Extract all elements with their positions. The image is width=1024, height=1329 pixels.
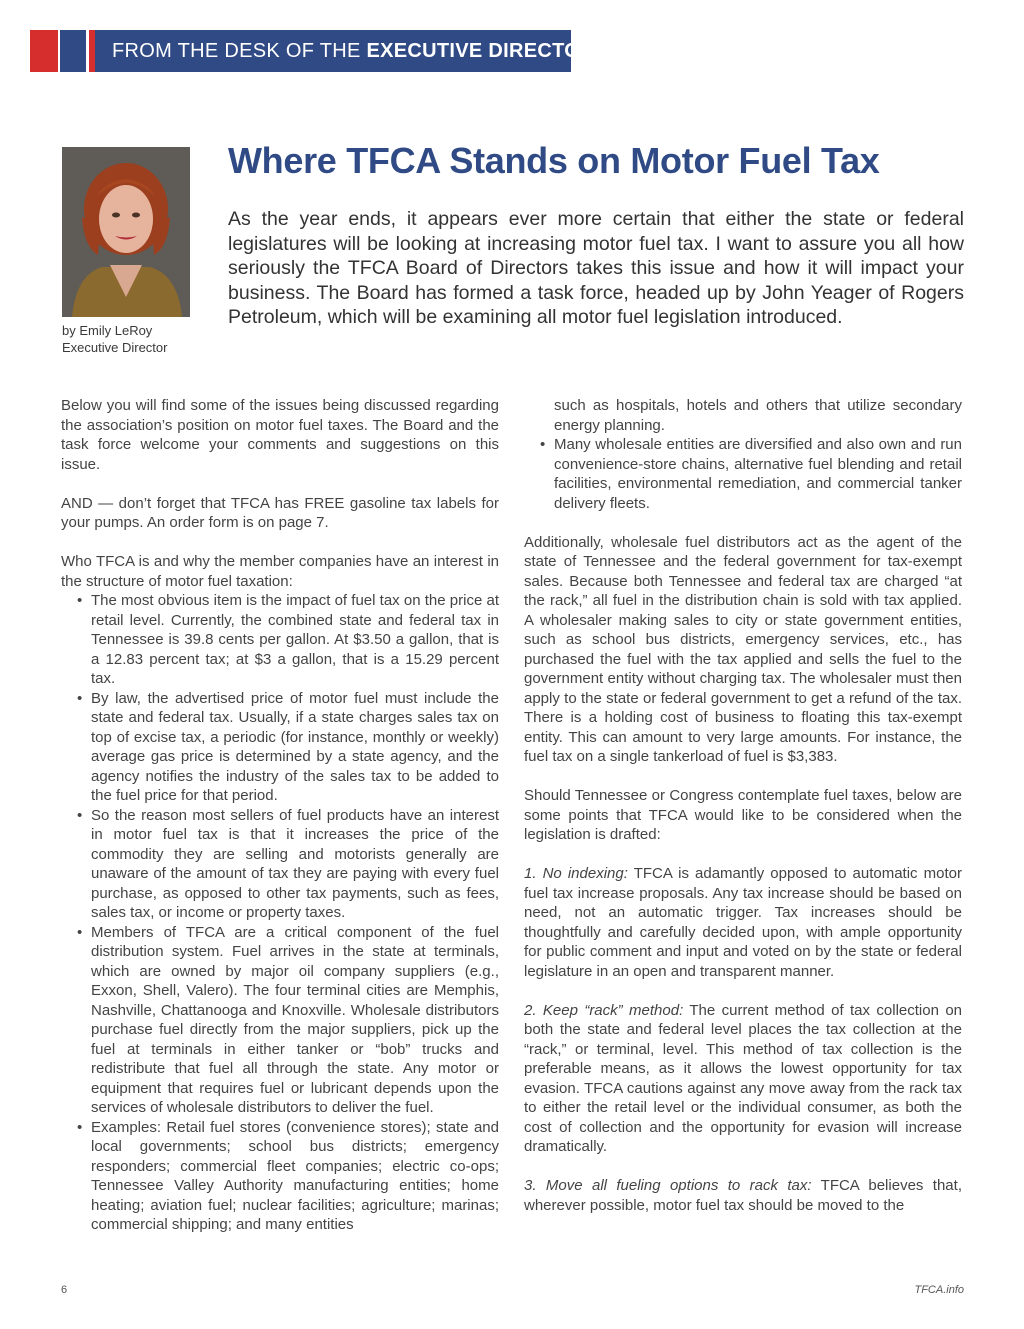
numbered-point	[524, 1001, 962, 1157]
point-heading: 3. Move all fueling options to rack tax:	[524, 1177, 812, 1194]
point-body: The current method of tax collection on both the state and federal level places the tax collection at the “rack,” or terminal, level. This method of tax collection is the preferable means, as it allows the lowest opportunity for tax evasion. TFCA cautions against any move away from the rack tax to either the retail level or the individual consumer, as both the cost of collection and the opportunity for evasion will increase dramatically.	[524, 1001, 963, 1155]
paragraph: AND — don’t forget that TFCA has FREE gasoline tax labels for your pumps. An order form is on page 7.	[61, 494, 499, 531]
bullet-list	[61, 591, 499, 1235]
numbered-point	[524, 864, 962, 981]
author-caption	[62, 322, 167, 356]
point-heading: 1. No indexing:	[524, 865, 628, 882]
page-number: 6	[61, 1284, 68, 1296]
list-item-continuation: such as hospitals, hotels and others that utilize secondary energy planning.	[554, 397, 962, 434]
footer-site: TFCA.info	[914, 1284, 964, 1296]
list-item: • Many wholesale entities are diversified and also own and run convenience-store chains, alternative fuel blending and retail facilities, environmental remediation, and commercial tanker delivery fleets.	[554, 435, 962, 513]
point-heading: 2. Keep “rack” method:	[524, 1001, 684, 1019]
portrait-illustration	[62, 147, 190, 317]
list-item: • Members of TFCA are a critical component of the fuel distribution system. Fuel arrives in the state at terminals, which are owned by major oil company suppliers (e.g., Exxon, Shell, Valero). The four terminal cities are Memphis, Nashville, Chattanooga and Knoxville. Wholesale distributors purchase fuel directly from the major suppliers, pick up the fuel at terminals in either tanker or “bob” trucks and redistribute that fuel all through the state. Any motor or equipment that requires fuel or lubricant depends upon the services of wholesale distributors to deliver the fuel.	[91, 923, 499, 1118]
list-item: • By law, the advertised price of motor fuel must include the state and federal tax. Usually, if a state charges sales tax on top of excise tax, a periodic (for instance, monthly or weekly) average gas price is determined by a state agency, and the agency notifies the industry of the sales tax to be added to the fuel price for that period.	[91, 689, 499, 806]
author-role: Executive Director	[62, 340, 168, 355]
author-photo	[62, 147, 190, 317]
point-body: TFCA is adamantly opposed to automatic motor fuel tax increase proposals. Any tax increase should be based on need, not an automatic trigger. Tax increases should be thoughtfully and carefully decided upon, with ample opportunity for public comment and input and voted on by the state or federal legislature in an open and transparent manner.	[524, 865, 962, 980]
article-title: Where TFCA Stands on Motor Fuel Tax	[228, 140, 880, 181]
banner-gap	[58, 30, 60, 72]
article-intro: As the year ends, it appears ever more certain that either the state or federal legislatures will be looking at increasing motor fuel tax. I want to assure you all how seriously the TFCA Board of Directors takes this issue and how it will impact your business. The Board has formed a task force, headed up by John Yeager of Rogers Petroleum, which will be examining all motor fuel legislation introduced.	[228, 208, 964, 329]
banner-emphasis: EXECUTIVE DIRECTOR	[366, 40, 595, 62]
list-item: • So the reason most sellers of fuel products have an interest in motor fuel tax is that it increases the price of the commodity they are selling and motorists generally are unaware of the amount of tax they are paying with every fuel purchase, as opposed to other tax payments, such as fees, sales tax, or income or property taxes.	[91, 806, 499, 923]
banner-red-stripe	[30, 30, 58, 72]
banner-text	[112, 40, 595, 63]
numbered-point	[524, 1176, 962, 1215]
paragraph: Should Tennessee or Congress contemplate fuel taxes, below are some points that TFCA would like to be considered when the legislation is drafted:	[524, 787, 962, 843]
paragraph: Below you will find some of the issues being discussed regarding the association’s position on motor fuel taxes. The Board and the task force welcome your comments and suggestions on this issue.	[61, 397, 499, 473]
banner-prefix: FROM THE DESK OF THE	[112, 40, 367, 62]
bullet-list	[524, 396, 962, 513]
banner-red-stripe	[89, 30, 95, 72]
right-column	[524, 396, 962, 1235]
left-column	[61, 396, 499, 1254]
list-item: • The most obvious item is the impact of fuel tax on the price at retail level. Currently, the combined state and federal tax in Tennessee is 39.8 cents per gallon. At $3.50 a gallon, that is a 12.83 percent tax; at $3 a gallon, that is a 15.29 percent tax.	[91, 591, 499, 689]
list-item: • Examples: Retail fuel stores (convenience stores); state and local governments; school bus districts; emergency responders; commercial fleet companies; electric co-ops; Tennessee Valley Authority manufacturing entities; home heating; aviation fuel; nuclear facilities; agriculture; marinas; commercial shipping; and many entities	[91, 1118, 499, 1235]
section-banner	[30, 30, 595, 72]
paragraph: Additionally, wholesale fuel distributors act as the agent of the state of Tennessee and the federal government for tax-exempt sales. Because both Tennessee and federal tax are charged “at the rack,” all fuel in the distribution chain is sold with tax applied. A wholesaler making sales to city or state government entities, such as school bus districts, emergency services, etc., has purchased the fuel with the tax applied and sells the fuel to the government entity without charging tax. The wholesaler must then apply to the state or federal government to get a refund of the tax. There is a holding cost of business to floating this tax-exempt entity. This can amount to very large amounts. For instance, the fuel tax on a single tankerload of fuel is $3,383.	[524, 533, 962, 765]
point-body: TFCA believes that, wherever possible, motor fuel tax should be moved to the	[524, 1177, 962, 1214]
paragraph: Who TFCA is and why the member companies have an interest in the structure of motor fuel taxation:	[61, 553, 499, 590]
author-byline: by Emily LeRoy	[62, 323, 153, 338]
